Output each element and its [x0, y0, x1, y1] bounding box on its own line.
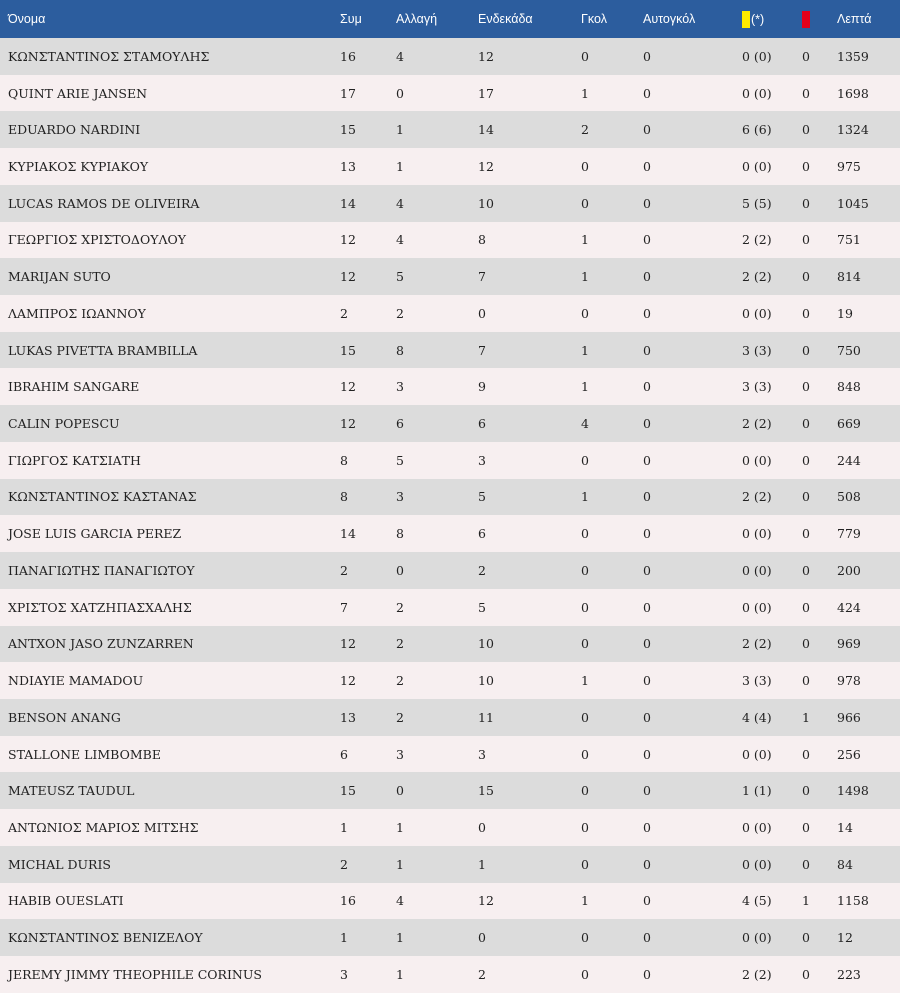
- red-cards-cell: 0: [802, 442, 837, 479]
- own-goals-cell: 0: [643, 222, 742, 259]
- goals-cell: 4: [581, 405, 643, 442]
- player-name-cell: ΚΥΡΙΑΚΟΣ ΚΥΡΙΑΚΟΥ: [0, 148, 340, 185]
- own-goals-cell: 0: [643, 919, 742, 956]
- own-goals-cell: 0: [643, 552, 742, 589]
- appearances-cell: 3: [340, 956, 396, 993]
- substitutions-cell: 6: [396, 405, 478, 442]
- goals-cell: 1: [581, 222, 643, 259]
- appearances-cell: 6: [340, 736, 396, 773]
- own-goals-cell: 0: [643, 332, 742, 369]
- table-row: [0, 295, 900, 332]
- appearances-cell: 2: [340, 552, 396, 589]
- player-name-cell: ΓΕΩΡΓΙΟΣ ΧΡΙΣΤΟΔΟΥΛΟΥ: [0, 222, 340, 259]
- minutes-cell: 750: [837, 332, 900, 369]
- substitutions-cell: 2: [396, 662, 478, 699]
- substitutions-cell: 3: [396, 368, 478, 405]
- yellow-cards-cell: 3 (3): [742, 662, 802, 699]
- header-apps[interactable]: Συμ: [340, 0, 396, 38]
- header-goals[interactable]: Γκολ: [581, 0, 643, 38]
- starts-cell: 9: [478, 368, 581, 405]
- table-row: [0, 809, 900, 846]
- own-goals-cell: 0: [643, 846, 742, 883]
- goals-cell: 0: [581, 589, 643, 626]
- table-row: [0, 589, 900, 626]
- player-name-cell: ANTXON JASO ZUNZARREN: [0, 626, 340, 663]
- own-goals-cell: 0: [643, 772, 742, 809]
- own-goals-cell: 0: [643, 75, 742, 112]
- own-goals-cell: 0: [643, 626, 742, 663]
- player-name-cell: CALIN POPESCU: [0, 405, 340, 442]
- table-row: [0, 515, 900, 552]
- goals-cell: 0: [581, 626, 643, 663]
- table-row: [0, 626, 900, 663]
- starts-cell: 15: [478, 772, 581, 809]
- appearances-cell: 12: [340, 662, 396, 699]
- goals-cell: 0: [581, 552, 643, 589]
- starts-cell: 8: [478, 222, 581, 259]
- goals-cell: 0: [581, 515, 643, 552]
- minutes-cell: 256: [837, 736, 900, 773]
- starts-cell: 3: [478, 736, 581, 773]
- starts-cell: 10: [478, 662, 581, 699]
- starts-cell: 14: [478, 111, 581, 148]
- table-row: [0, 332, 900, 369]
- appearances-cell: 12: [340, 222, 396, 259]
- yellow-cards-cell: 0 (0): [742, 148, 802, 185]
- red-cards-cell: 0: [802, 258, 837, 295]
- red-card-icon: [802, 11, 810, 28]
- substitutions-cell: 5: [396, 442, 478, 479]
- red-cards-cell: 0: [802, 38, 837, 75]
- minutes-cell: 14: [837, 809, 900, 846]
- substitutions-cell: 2: [396, 626, 478, 663]
- substitutions-cell: 4: [396, 38, 478, 75]
- yellow-cards-cell: 2 (2): [742, 626, 802, 663]
- goals-cell: 1: [581, 368, 643, 405]
- yellow-card-icon: [742, 11, 750, 28]
- substitutions-cell: 1: [396, 111, 478, 148]
- header-yellow-cards[interactable]: [742, 0, 802, 38]
- starts-cell: 11: [478, 699, 581, 736]
- table-row: [0, 772, 900, 809]
- appearances-cell: 8: [340, 442, 396, 479]
- red-cards-cell: 0: [802, 332, 837, 369]
- yellow-cards-cell: 6 (6): [742, 111, 802, 148]
- goals-cell: 1: [581, 75, 643, 112]
- starts-cell: 5: [478, 479, 581, 516]
- goals-cell: 1: [581, 662, 643, 699]
- starts-cell: 6: [478, 515, 581, 552]
- red-cards-cell: 0: [802, 662, 837, 699]
- minutes-cell: 669: [837, 405, 900, 442]
- appearances-cell: 13: [340, 148, 396, 185]
- red-cards-cell: 1: [802, 883, 837, 920]
- minutes-cell: 84: [837, 846, 900, 883]
- player-name-cell: ΚΩΝΣΤΑΝΤΙΝΟΣ ΒΕΝΙΖΕΛΟΥ: [0, 919, 340, 956]
- red-cards-cell: 0: [802, 185, 837, 222]
- appearances-cell: 12: [340, 368, 396, 405]
- starts-cell: 6: [478, 405, 581, 442]
- minutes-cell: 1498: [837, 772, 900, 809]
- own-goals-cell: 0: [643, 883, 742, 920]
- yellow-cards-cell: 0 (0): [742, 75, 802, 112]
- table-row: [0, 736, 900, 773]
- substitutions-cell: 8: [396, 332, 478, 369]
- minutes-cell: 978: [837, 662, 900, 699]
- minutes-cell: 1158: [837, 883, 900, 920]
- minutes-cell: 1698: [837, 75, 900, 112]
- yellow-cards-cell: 1 (1): [742, 772, 802, 809]
- goals-cell: 0: [581, 38, 643, 75]
- starts-cell: 0: [478, 809, 581, 846]
- appearances-cell: 13: [340, 699, 396, 736]
- table-row: [0, 405, 900, 442]
- yellow-cards-cell: 0 (0): [742, 846, 802, 883]
- starts-cell: 7: [478, 332, 581, 369]
- header-red-cards[interactable]: [802, 0, 837, 38]
- player-name-cell: IBRAHIM SANGARE: [0, 368, 340, 405]
- player-name-cell: JEREMY JIMMY THEOPHILE CORINUS: [0, 956, 340, 993]
- minutes-cell: 424: [837, 589, 900, 626]
- table-row: [0, 919, 900, 956]
- starts-cell: 12: [478, 883, 581, 920]
- substitutions-cell: 1: [396, 956, 478, 993]
- substitutions-cell: 4: [396, 222, 478, 259]
- starts-cell: 7: [478, 258, 581, 295]
- goals-cell: 0: [581, 736, 643, 773]
- yellow-cards-cell: 2 (2): [742, 956, 802, 993]
- red-cards-cell: 0: [802, 148, 837, 185]
- goals-cell: 1: [581, 332, 643, 369]
- substitutions-cell: 2: [396, 295, 478, 332]
- goals-cell: 0: [581, 919, 643, 956]
- substitutions-cell: 1: [396, 846, 478, 883]
- red-cards-cell: 0: [802, 295, 837, 332]
- substitutions-cell: 3: [396, 736, 478, 773]
- minutes-cell: 223: [837, 956, 900, 993]
- own-goals-cell: 0: [643, 38, 742, 75]
- appearances-cell: 16: [340, 883, 396, 920]
- own-goals-cell: 0: [643, 589, 742, 626]
- substitutions-cell: 0: [396, 75, 478, 112]
- red-cards-cell: 1: [802, 699, 837, 736]
- player-name-cell: MICHAL DURIS: [0, 846, 340, 883]
- appearances-cell: 1: [340, 809, 396, 846]
- header-subs[interactable]: Αλλαγή: [396, 0, 478, 38]
- red-cards-cell: 0: [802, 111, 837, 148]
- goals-cell: 1: [581, 479, 643, 516]
- substitutions-cell: 0: [396, 552, 478, 589]
- table-row: [0, 75, 900, 112]
- appearances-cell: 15: [340, 772, 396, 809]
- appearances-cell: 2: [340, 295, 396, 332]
- table-header-row: [0, 0, 900, 38]
- yellow-cards-cell: 2 (2): [742, 479, 802, 516]
- minutes-cell: 966: [837, 699, 900, 736]
- table-row: [0, 185, 900, 222]
- substitutions-cell: 1: [396, 809, 478, 846]
- minutes-cell: 814: [837, 258, 900, 295]
- goals-cell: 0: [581, 295, 643, 332]
- yellow-card-note: (*): [751, 12, 765, 26]
- red-cards-cell: 0: [802, 405, 837, 442]
- player-name-cell: STALLONE LIMBOMBE: [0, 736, 340, 773]
- appearances-cell: 12: [340, 258, 396, 295]
- yellow-cards-cell: 0 (0): [742, 552, 802, 589]
- minutes-cell: 12: [837, 919, 900, 956]
- yellow-cards-cell: 0 (0): [742, 295, 802, 332]
- own-goals-cell: 0: [643, 809, 742, 846]
- own-goals-cell: 0: [643, 662, 742, 699]
- red-cards-cell: 0: [802, 222, 837, 259]
- yellow-cards-cell: 2 (2): [742, 222, 802, 259]
- yellow-cards-cell: 0 (0): [742, 442, 802, 479]
- yellow-cards-cell: 0 (0): [742, 589, 802, 626]
- table-row: [0, 442, 900, 479]
- table-row: [0, 111, 900, 148]
- table-row: [0, 883, 900, 920]
- substitutions-cell: 3: [396, 479, 478, 516]
- goals-cell: 2: [581, 111, 643, 148]
- goals-cell: 0: [581, 699, 643, 736]
- header-starts[interactable]: Ενδεκάδα: [478, 0, 581, 38]
- yellow-cards-cell: 0 (0): [742, 736, 802, 773]
- red-cards-cell: 0: [802, 368, 837, 405]
- header-minutes[interactable]: Λεπτά: [837, 0, 900, 38]
- substitutions-cell: 1: [396, 919, 478, 956]
- table-row: [0, 846, 900, 883]
- minutes-cell: 1324: [837, 111, 900, 148]
- goals-cell: 0: [581, 956, 643, 993]
- yellow-cards-cell: 0 (0): [742, 38, 802, 75]
- starts-cell: 10: [478, 626, 581, 663]
- player-name-cell: MATEUSZ TAUDUL: [0, 772, 340, 809]
- header-name[interactable]: Όνομα: [0, 0, 340, 38]
- minutes-cell: 975: [837, 148, 900, 185]
- red-cards-cell: 0: [802, 479, 837, 516]
- yellow-cards-cell: 4 (5): [742, 883, 802, 920]
- minutes-cell: 508: [837, 479, 900, 516]
- own-goals-cell: 0: [643, 956, 742, 993]
- yellow-cards-cell: 0 (0): [742, 515, 802, 552]
- own-goals-cell: 0: [643, 699, 742, 736]
- yellow-cards-cell: 5 (5): [742, 185, 802, 222]
- yellow-cards-cell: 4 (4): [742, 699, 802, 736]
- player-name-cell: ΠΑΝΑΓΙΩΤΗΣ ΠΑΝΑΓΙΩΤΟΥ: [0, 552, 340, 589]
- yellow-cards-cell: 2 (2): [742, 258, 802, 295]
- starts-cell: 1: [478, 846, 581, 883]
- yellow-cards-cell: 0 (0): [742, 809, 802, 846]
- player-name-cell: QUINT ARIE JANSEN: [0, 75, 340, 112]
- appearances-cell: 7: [340, 589, 396, 626]
- player-name-cell: ΧΡΙΣΤΟΣ ΧΑΤΖΗΠΑΣΧΑΛΗΣ: [0, 589, 340, 626]
- minutes-cell: 751: [837, 222, 900, 259]
- substitutions-cell: 8: [396, 515, 478, 552]
- goals-cell: 0: [581, 772, 643, 809]
- goals-cell: 0: [581, 442, 643, 479]
- appearances-cell: 1: [340, 919, 396, 956]
- table-row: [0, 368, 900, 405]
- own-goals-cell: 0: [643, 736, 742, 773]
- substitutions-cell: 0: [396, 772, 478, 809]
- red-cards-cell: 0: [802, 772, 837, 809]
- player-name-cell: JOSE LUIS GARCIA PEREZ: [0, 515, 340, 552]
- red-cards-cell: 0: [802, 515, 837, 552]
- player-name-cell: EDUARDO NARDINI: [0, 111, 340, 148]
- goals-cell: 0: [581, 846, 643, 883]
- table-row: [0, 552, 900, 589]
- red-cards-cell: 0: [802, 552, 837, 589]
- own-goals-cell: 0: [643, 148, 742, 185]
- goals-cell: 1: [581, 258, 643, 295]
- own-goals-cell: 0: [643, 258, 742, 295]
- player-name-cell: ΓΙΩΡΓΟΣ ΚΑΤΣΙΑΤΗ: [0, 442, 340, 479]
- goals-cell: 1: [581, 883, 643, 920]
- player-name-cell: NDIAYIE MAMADOU: [0, 662, 340, 699]
- player-name-cell: LUCAS RAMOS DE OLIVEIRA: [0, 185, 340, 222]
- minutes-cell: 848: [837, 368, 900, 405]
- player-name-cell: HABIB OUESLATI: [0, 883, 340, 920]
- appearances-cell: 15: [340, 332, 396, 369]
- starts-cell: 2: [478, 552, 581, 589]
- minutes-cell: 1359: [837, 38, 900, 75]
- table-body: [0, 38, 900, 993]
- substitutions-cell: 4: [396, 883, 478, 920]
- starts-cell: 2: [478, 956, 581, 993]
- starts-cell: 12: [478, 148, 581, 185]
- player-name-cell: LUKAS PIVETTA BRAMBILLA: [0, 332, 340, 369]
- goals-cell: 0: [581, 185, 643, 222]
- appearances-cell: 14: [340, 185, 396, 222]
- appearances-cell: 8: [340, 479, 396, 516]
- appearances-cell: 17: [340, 75, 396, 112]
- own-goals-cell: 0: [643, 368, 742, 405]
- minutes-cell: 200: [837, 552, 900, 589]
- player-name-cell: MARIJAN SUTO: [0, 258, 340, 295]
- own-goals-cell: 0: [643, 295, 742, 332]
- substitutions-cell: 1: [396, 148, 478, 185]
- appearances-cell: 12: [340, 626, 396, 663]
- red-cards-cell: 0: [802, 75, 837, 112]
- table-row: [0, 222, 900, 259]
- starts-cell: 3: [478, 442, 581, 479]
- red-cards-cell: 0: [802, 956, 837, 993]
- substitutions-cell: 2: [396, 589, 478, 626]
- own-goals-cell: 0: [643, 185, 742, 222]
- red-cards-cell: 0: [802, 846, 837, 883]
- table-row: [0, 148, 900, 185]
- appearances-cell: 16: [340, 38, 396, 75]
- substitutions-cell: 5: [396, 258, 478, 295]
- starts-cell: 10: [478, 185, 581, 222]
- table-row: [0, 662, 900, 699]
- own-goals-cell: 0: [643, 479, 742, 516]
- yellow-cards-cell: 3 (3): [742, 332, 802, 369]
- table-row: [0, 258, 900, 295]
- header-own-goals[interactable]: Αυτογκόλ: [643, 0, 742, 38]
- yellow-cards-cell: 3 (3): [742, 368, 802, 405]
- player-name-cell: ΚΩΝΣΤΑΝΤΙΝΟΣ ΚΑΣΤΑΝΑΣ: [0, 479, 340, 516]
- own-goals-cell: 0: [643, 515, 742, 552]
- appearances-cell: 2: [340, 846, 396, 883]
- appearances-cell: 15: [340, 111, 396, 148]
- player-name-cell: ΑΝΤΩΝΙΟΣ ΜΑΡΙΟΣ ΜΙΤΣΗΣ: [0, 809, 340, 846]
- red-cards-cell: 0: [802, 919, 837, 956]
- player-name-cell: ΛΑΜΠΡΟΣ ΙΩΑΝΝΟΥ: [0, 295, 340, 332]
- red-cards-cell: 0: [802, 809, 837, 846]
- yellow-cards-cell: 2 (2): [742, 405, 802, 442]
- table-row: [0, 956, 900, 993]
- substitutions-cell: 2: [396, 699, 478, 736]
- minutes-cell: 779: [837, 515, 900, 552]
- starts-cell: 12: [478, 38, 581, 75]
- goals-cell: 0: [581, 148, 643, 185]
- appearances-cell: 12: [340, 405, 396, 442]
- minutes-cell: 969: [837, 626, 900, 663]
- own-goals-cell: 0: [643, 111, 742, 148]
- starts-cell: 17: [478, 75, 581, 112]
- appearances-cell: 14: [340, 515, 396, 552]
- table-row: [0, 479, 900, 516]
- table-row: [0, 699, 900, 736]
- minutes-cell: 19: [837, 295, 900, 332]
- own-goals-cell: 0: [643, 442, 742, 479]
- table-row: [0, 38, 900, 75]
- starts-cell: 0: [478, 919, 581, 956]
- player-name-cell: BENSON ANANG: [0, 699, 340, 736]
- goals-cell: 0: [581, 809, 643, 846]
- starts-cell: 5: [478, 589, 581, 626]
- minutes-cell: 244: [837, 442, 900, 479]
- red-cards-cell: 0: [802, 736, 837, 773]
- red-cards-cell: 0: [802, 589, 837, 626]
- minutes-cell: 1045: [837, 185, 900, 222]
- red-cards-cell: 0: [802, 626, 837, 663]
- own-goals-cell: 0: [643, 405, 742, 442]
- starts-cell: 0: [478, 295, 581, 332]
- substitutions-cell: 4: [396, 185, 478, 222]
- yellow-cards-cell: 0 (0): [742, 919, 802, 956]
- player-name-cell: ΚΩΝΣΤΑΝΤΙΝΟΣ ΣΤΑΜΟΥΛΗΣ: [0, 38, 340, 75]
